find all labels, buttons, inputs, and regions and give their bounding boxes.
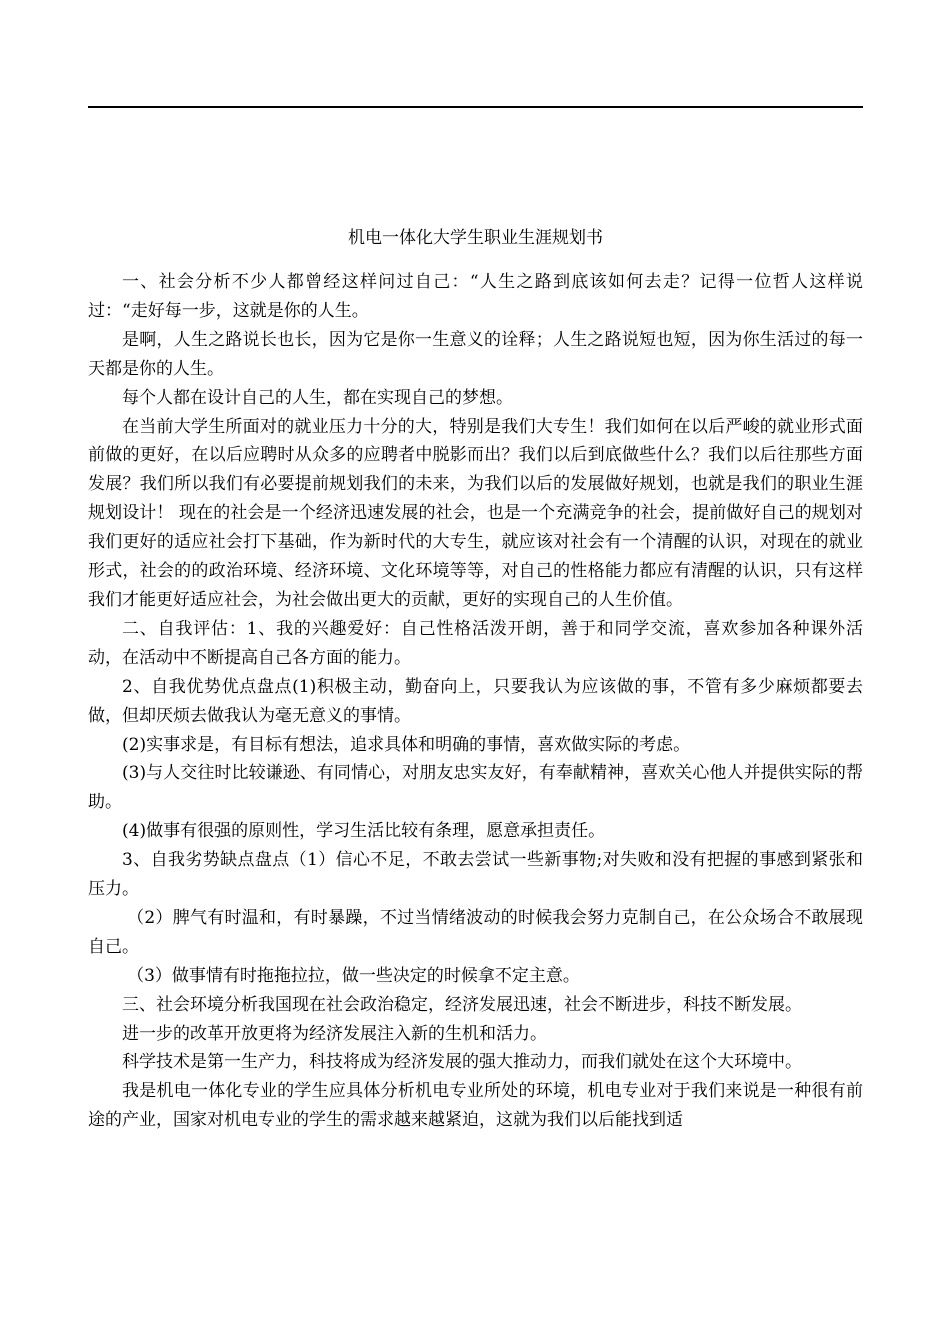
paragraph: (4)做事有很强的原则性，学习生活比较有条理，愿意承担责任。 — [122, 821, 606, 842]
header-rule — [88, 106, 863, 108]
paragraph: 进一步的改革开放更将为经济发展注入新的生机和活力。 — [122, 1023, 547, 1044]
document-body — [88, 268, 863, 1135]
paragraph: 每个人都在设计自己的人生，都在实现自己的梦想。 — [122, 387, 513, 408]
paragraph: 我是机电一体化专业的学生应具体分析机电专业所处的环境，机电专业对于我们来说是一种很有前途的产业，国家对机电专业的学生的需求越来越紧迫，这就为我们以后能找到适 — [88, 1081, 863, 1131]
paragraph: 在当前大学生所面对的就业压力十分的大，特别是我们大专生！我们如何在以后严峻的就业形式面前做的更好，在以后应聘时从众多的应聘者中脱影而出？我们以后到底做些什么？我们以后往那些方面发展？我们所以我们有必要提前规划我们的未来，为我们以后的发展做好规划，也就是我们的职业生涯规划设计！ 现在的社会是一个经济迅速发展的社会，也是一个充满竞争的社会，提前做好自己的规划对我们更好的适应社会打下基础，作为新时代的大专生，就应该对社会有一个清醒的认识，对现在的就业形式，社会的的政治环境、经济环境、文化环境等等，对自己的性格能力都应有清醒的认识，只有这样我们才能更好适应社会，为社会做出更大的贡献，更好的实现自己的人生价值。 — [88, 416, 863, 610]
paragraph: （3）做事情有时拖拖拉拉，做一些决定的时候拿不定主意。 — [127, 965, 580, 986]
paragraph: 是啊，人生之路说长也长，因为它是你一生意义的诠释；人生之路说短也短，因为你生活过的每一天都是你的人生。 — [88, 329, 863, 379]
document-title: 机电一体化大学生职业生涯规划书 — [348, 228, 603, 248]
paragraph: 3、自我劣势缺点盘点（1）信心不足，不敢去尝试一些新事物;对失败和没有把握的事感到紧张和压力。 — [88, 850, 863, 900]
paragraph: (2)实事求是，有目标有想法，追求具体和明确的事情，喜欢做实际的考虑。 — [122, 734, 691, 755]
paragraph: 科学技术是第一生产力，科技将成为经济发展的强大推动力，而我们就处在这个大环境中。 — [122, 1052, 802, 1073]
paragraph: 二、自我评估：1、我的兴趣爱好：自己性格活泼开朗，善于和同学交流，喜欢参加各种课外活动，在活动中不断提高自己各方面的能力。 — [88, 618, 863, 668]
paragraph: 2、自我优势优点盘点(1)积极主动，勤奋向上，只要我认为应该做的事，不管有多少麻烦都要去做，但却厌烦去做我认为毫无意义的事情。 — [88, 676, 863, 726]
paragraph: (3)与人交往时比较谦逊、有同情心，对朋友忠实友好，有奉献精神，喜欢关心他人并提供实际的帮助。 — [88, 763, 863, 813]
paragraph: 一、社会分析不少人都曾经这样问过自己：“人生之路到底该如何去走？记得一位哲人这样说过：“走好每一步，这就是你的人生。 — [88, 272, 863, 321]
paragraph: （2）脾气有时温和，有时暴躁，不过当情绪波动的时候我会努力克制自己，在公众场合不敢展现自己。 — [88, 907, 863, 957]
paragraph: 三、社会环境分析我国现在社会政治稳定，经济发展迅速，社会不断进步，科技不断发展。 — [122, 994, 802, 1015]
